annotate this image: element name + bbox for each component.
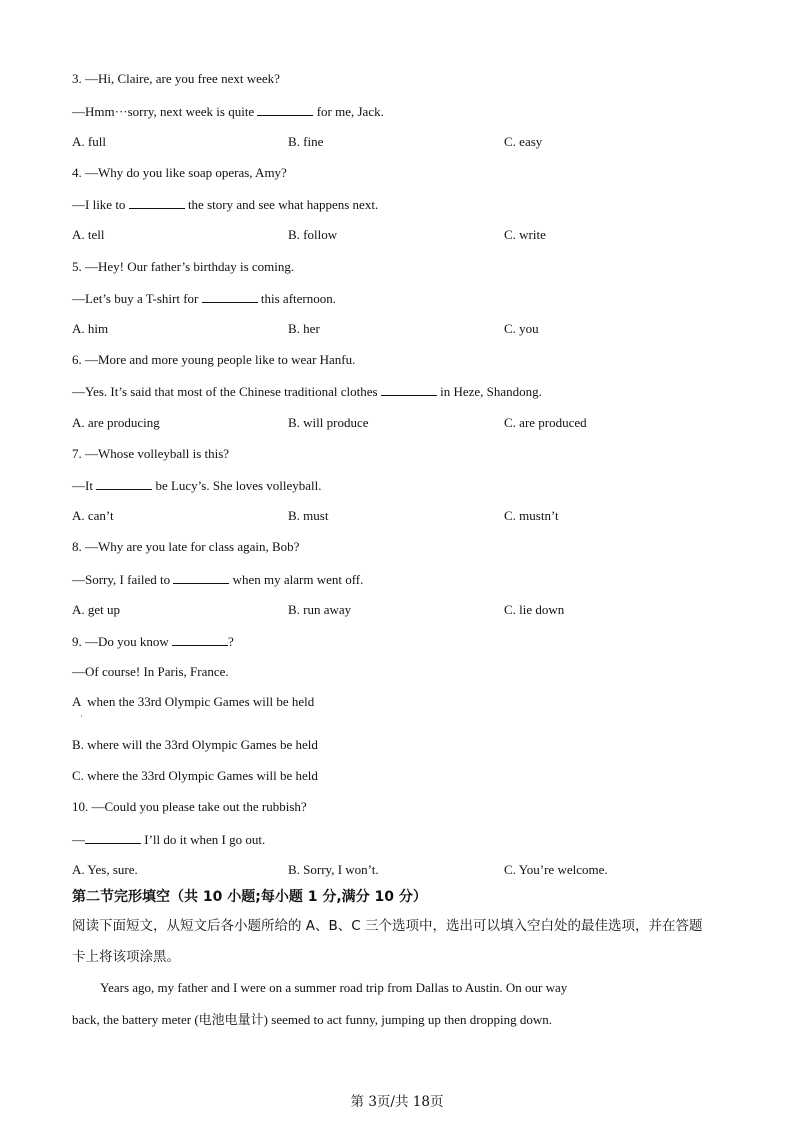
q6-option-c[interactable]: C. are produced bbox=[504, 415, 587, 430]
q5-blank bbox=[202, 290, 258, 303]
q4-prompt bbox=[72, 165, 287, 181]
q7-option-b[interactable]: B. must bbox=[288, 508, 329, 523]
q10-option-c[interactable]: C. You’re welcome. bbox=[504, 862, 608, 877]
q7-response-before: —It bbox=[72, 478, 97, 493]
q4-response bbox=[72, 196, 378, 213]
q3-option-b[interactable]: B. fine bbox=[288, 134, 324, 149]
q3-option-a[interactable]: A. full bbox=[72, 134, 106, 149]
q3-prompt bbox=[72, 71, 280, 87]
q3-response bbox=[72, 103, 384, 120]
q7-option-a[interactable]: A. can’t bbox=[72, 508, 114, 523]
q7-option-c[interactable]: C. mustn’t bbox=[504, 508, 559, 523]
q9-prompt-before: —Do you know bbox=[85, 634, 173, 649]
q7-response-after: be Lucy’s. She loves volleyball. bbox=[152, 478, 322, 493]
q7-blank bbox=[96, 477, 152, 490]
q4-option-b[interactable]: B. follow bbox=[288, 227, 338, 242]
q5-prompt-text: —Hey! Our father’s birthday is coming. bbox=[85, 259, 295, 274]
passage-line2: back, the battery meter (电池电量计) seemed to act funny, jumping up then dropping down. bbox=[72, 1012, 553, 1027]
q7-prompt-text: —Whose volleyball is this? bbox=[85, 446, 230, 461]
q10-response-before: — bbox=[72, 832, 85, 847]
q5-response-after: this afternoon. bbox=[257, 291, 336, 306]
q8-blank bbox=[173, 571, 229, 584]
q3-response-before: —Hmm···sorry, next week is quite bbox=[72, 104, 258, 119]
q9-number: 9. bbox=[72, 634, 82, 649]
q6-option-a[interactable]: A. are producing bbox=[72, 415, 160, 430]
section-instruction-line2: 卡上将该项涂黑。 bbox=[72, 949, 180, 965]
q6-prompt bbox=[72, 352, 355, 368]
q3-blank bbox=[257, 103, 313, 116]
q6-number: 6. bbox=[72, 352, 82, 367]
q8-prompt bbox=[72, 539, 299, 555]
q8-option-b[interactable]: B. run away bbox=[288, 602, 352, 617]
q8-response bbox=[72, 571, 363, 588]
q5-response-before: —Let’s buy a T-shirt for bbox=[72, 291, 202, 306]
q4-option-c[interactable]: C. write bbox=[504, 227, 546, 242]
q8-number: 8. bbox=[72, 539, 82, 554]
q7-response bbox=[72, 477, 322, 494]
q10-option-b[interactable]: B. Sorry, I won’t. bbox=[288, 862, 379, 877]
q5-option-c[interactable]: C. you bbox=[504, 321, 539, 336]
q9-blank bbox=[172, 633, 228, 646]
q6-prompt-text: —More and more young people like to wear Hanfu. bbox=[85, 352, 356, 367]
q9-option-a[interactable]: A when the 33rd Olympic Games will be held bbox=[72, 694, 315, 709]
page-footer: 第 3页/共 18页 bbox=[350, 1094, 444, 1110]
q9-prompt bbox=[72, 633, 234, 650]
q4-blank bbox=[129, 196, 185, 209]
q5-prompt bbox=[72, 259, 294, 275]
q9-option-c[interactable]: C. where the 33rd Olympic Games will be held bbox=[72, 768, 318, 783]
q6-response bbox=[72, 383, 542, 400]
q9-option-a-dot: · bbox=[80, 712, 83, 721]
q3-prompt-text: —Hi, Claire, are you free next week? bbox=[85, 71, 280, 86]
q8-response-after: when my alarm went off. bbox=[229, 572, 364, 587]
q10-number: 10. bbox=[72, 799, 89, 814]
q10-option-a[interactable]: A. Yes, sure. bbox=[72, 862, 138, 877]
q5-response bbox=[72, 290, 336, 307]
q6-response-before: —Yes. It’s said that most of the Chinese traditional clothes bbox=[72, 384, 381, 399]
q8-option-c[interactable]: C. lie down bbox=[504, 602, 565, 617]
q4-prompt-text: —Why do you like soap operas, Amy? bbox=[85, 165, 287, 180]
q6-option-b[interactable]: B. will produce bbox=[288, 415, 369, 430]
q8-option-a[interactable]: A. get up bbox=[72, 602, 121, 617]
q7-prompt bbox=[72, 446, 229, 462]
q4-number: 4. bbox=[72, 165, 82, 180]
q10-prompt bbox=[72, 799, 307, 815]
q8-prompt-text: —Why are you late for class again, Bob? bbox=[85, 539, 300, 554]
q10-response-after: I’ll do it when I go out. bbox=[141, 832, 266, 847]
q9-response: —Of course! In Paris, France. bbox=[72, 664, 229, 679]
q3-option-c[interactable]: C. easy bbox=[504, 134, 543, 149]
q3-number: 3. bbox=[72, 71, 82, 86]
q10-blank bbox=[85, 831, 141, 844]
q6-blank bbox=[381, 383, 437, 396]
passage-line1: Years ago, my father and I were on a summer road trip from Dallas to Austin. On our way bbox=[100, 980, 568, 995]
section-title: 第二节完形填空（共 10 小题;每小题 1 分,满分 10 分） bbox=[72, 889, 427, 905]
q7-number: 7. bbox=[72, 446, 82, 461]
q8-response-before: —Sorry, I failed to bbox=[72, 572, 174, 587]
q10-response bbox=[72, 831, 265, 848]
q10-prompt-text: —Could you please take out the rubbish? bbox=[91, 799, 307, 814]
q3-response-after: for me, Jack. bbox=[313, 104, 384, 119]
q5-number: 5. bbox=[72, 259, 82, 274]
q9-prompt-after: ? bbox=[228, 634, 234, 649]
q5-option-b[interactable]: B. her bbox=[288, 321, 320, 336]
q9-option-b[interactable]: B. where will the 33rd Olympic Games be held bbox=[72, 737, 318, 752]
q4-response-after: the story and see what happens next. bbox=[184, 197, 379, 212]
q6-response-after: in Heze, Shandong. bbox=[436, 384, 542, 399]
q5-option-a[interactable]: A. him bbox=[72, 321, 109, 336]
q4-option-a[interactable]: A. tell bbox=[72, 227, 105, 242]
q4-response-before: —I like to bbox=[72, 197, 129, 212]
section-instruction-line1: 阅读下面短文，从短文后各小题所给的 A、B、C 三个选项中，选出可以填入空白处的最佳选项，并在答题 bbox=[72, 918, 703, 934]
